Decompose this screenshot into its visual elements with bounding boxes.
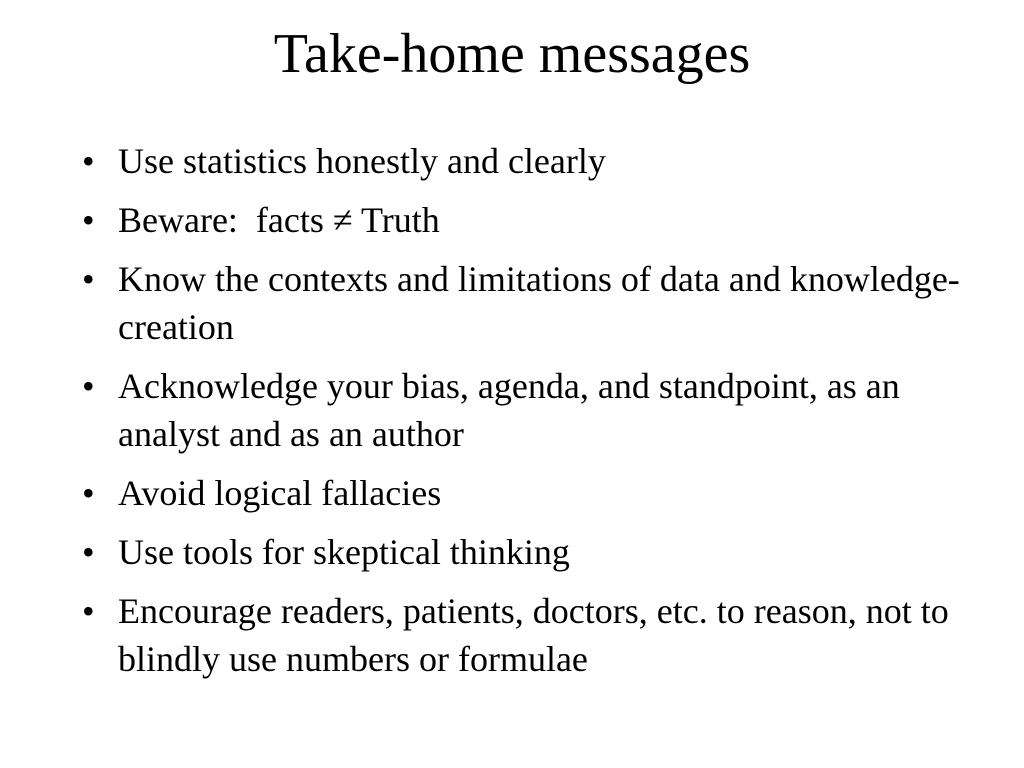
bullet-icon: • [82,532,95,572]
bullet-text: Encourage readers, patients, doctors, etc. to reason, not to blindly use numbers or formulae [118,591,949,679]
bullet-icon: • [82,473,95,513]
bullet-text: Use statistics honestly and clearly [118,141,606,181]
bullet-list [76,137,976,694]
bullet-icon: • [82,200,95,240]
bullet-text: Know the contexts and limitations of data and knowledge-creation [118,259,960,347]
bullet-item [76,362,976,458]
bullet-item [76,255,976,351]
bullet-icon: • [82,259,95,299]
slide-title: Take-home messages [273,23,751,85]
bullet-text: Use tools for skeptical thinking [118,532,570,572]
bullet-text: Acknowledge your bias, agenda, and standpoint, as an analyst and as an author [118,366,900,454]
bullet-icon: • [82,366,95,406]
bullet-item [76,469,976,517]
bullet-text: Avoid logical fallacies [118,473,442,513]
bullet-item [76,196,976,244]
bullet-icon: • [82,591,95,631]
bullet-icon: • [82,141,95,181]
bullet-item [76,587,976,683]
bullet-item [76,528,976,576]
bullet-text: Beware: facts ≠ Truth [118,200,440,240]
bullet-item [76,137,976,185]
